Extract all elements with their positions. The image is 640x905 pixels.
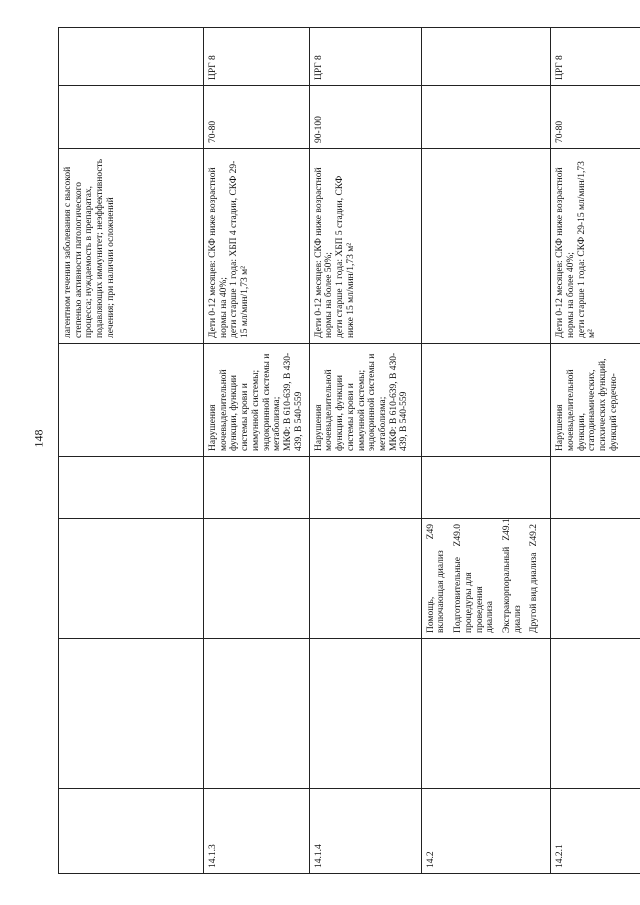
row-number-cell <box>204 789 310 874</box>
empty-cell <box>551 639 640 789</box>
impairment-text: Нарушения мочевыделительной функции, статодинамических, психических функций, функций сердечно- <box>555 358 619 451</box>
criteria-cell <box>59 149 204 344</box>
criteria-cell <box>421 149 551 344</box>
row-number: 14.2 <box>425 851 436 868</box>
empty-cell <box>59 457 204 519</box>
row-number-cell <box>421 789 551 874</box>
reference-value: ЦРГ 8 <box>555 55 566 80</box>
disease-entry <box>529 524 540 633</box>
row-number: 14.1.4 <box>313 844 324 868</box>
disease-code: Z49.1 <box>502 518 513 541</box>
empty-cell <box>309 457 421 519</box>
table-row <box>421 28 551 874</box>
criteria-text: дети старше 1 года: СКФ 29-15 мл/мин/1,73 м² <box>576 161 598 338</box>
criteria-cell <box>204 149 310 344</box>
impairment-cell <box>551 344 640 457</box>
percent-cell <box>204 86 310 149</box>
disease-label: Экстракорпоральный диализ <box>502 546 523 633</box>
table-row <box>309 28 421 874</box>
percent-cell <box>551 86 640 149</box>
disease-codes-cell <box>551 519 640 639</box>
empty-cell <box>421 457 551 519</box>
empty-cell <box>309 639 421 789</box>
criteria-cell <box>551 149 640 344</box>
reference-cell <box>204 28 310 86</box>
disease-entry <box>453 524 496 633</box>
impairment-text: МКФ: B 610-639, B 430-439, B 540-559 <box>283 352 304 451</box>
impairment-text: Нарушения мочевыделительной функции, функции системы крови и иммунной системы; эндокринной системы и метаболизма; <box>313 353 389 451</box>
reference-value: ЦРГ 8 <box>313 55 324 80</box>
row-number: 14.2.1 <box>555 844 566 868</box>
impairment-text: Нарушения мочевыделительной функции, функции системы крови и иммунной системы; эндокринной системы и метаболизма; <box>208 353 283 451</box>
page-number: 148 <box>31 429 46 448</box>
table-row <box>551 28 640 874</box>
criteria-text: Дети 0-12 месяцев: СКФ ниже возрастной нормы на более 40%; <box>555 167 576 338</box>
row-number-cell <box>551 789 640 874</box>
empty-cell <box>551 457 640 519</box>
percent-cell <box>309 86 421 149</box>
criteria-text: лагентном течении заболевания с высокой степенью активности патологического процесса; нуждаемость в препаратах, подавляющих иммунитет; неэффективность лечения; при наличии осложнений <box>63 158 116 338</box>
disease-codes-cell <box>204 519 310 639</box>
disease-label: Другой вид диализа <box>529 552 540 633</box>
disease-code: Z49.0 <box>453 524 464 547</box>
empty-cell <box>204 639 310 789</box>
criteria-text: Дети 0-12 месяцев: СКФ ниже возрастной нормы на 40%; <box>208 167 229 338</box>
disease-codes-cell <box>421 519 551 639</box>
criteria-table <box>58 27 640 874</box>
disease-label: Помощь, включающая диализ <box>425 550 447 633</box>
rotated-page-content <box>58 28 619 874</box>
disease-codes-cell <box>59 519 204 639</box>
percent-value: 70-80 <box>555 120 566 143</box>
impairment-cell <box>59 344 204 457</box>
reference-value: ЦРГ 8 <box>208 55 218 80</box>
reference-cell <box>551 28 640 86</box>
disease-code: Z49.2 <box>529 524 540 547</box>
reference-cell <box>59 28 204 86</box>
impairment-text: МКФ: B 610-639, B 430-439, B 540-559 <box>388 352 410 451</box>
row-number-cell <box>59 789 204 874</box>
row-number: 14.1.3 <box>208 844 218 868</box>
empty-cell <box>59 639 204 789</box>
percent-cell <box>59 86 204 149</box>
disease-codes-cell <box>309 519 421 639</box>
table-row <box>59 28 204 874</box>
row-number-cell <box>309 789 421 874</box>
percent-value: 70-80 <box>208 120 218 143</box>
percent-cell <box>421 86 551 149</box>
impairment-cell <box>204 344 310 457</box>
reference-cell <box>421 28 551 86</box>
criteria-text: дети старше 1 года: ХБП 4 стадии, СКФ 29-15 мл/мин/1,73 м² <box>229 160 251 338</box>
disease-entry <box>502 518 523 633</box>
criteria-text: Дети 0-12 месяцев: СКФ ниже возрастной нормы на более 50%; <box>313 167 335 338</box>
criteria-text: дети старше 1 года: ХБП 5 стадии, СКФ ниже 15 мл/мин/1,73 м² <box>335 175 356 338</box>
disease-entry <box>426 524 447 633</box>
reference-cell <box>309 28 421 86</box>
impairment-cell <box>309 344 421 457</box>
table-row <box>204 28 310 874</box>
criteria-cell <box>309 149 421 344</box>
disease-label: Подготовительные процедуры для проведения диализа <box>453 557 496 633</box>
impairment-cell <box>421 344 551 457</box>
empty-cell <box>421 639 551 789</box>
percent-value: 90-100 <box>313 116 324 143</box>
empty-cell <box>204 457 310 519</box>
disease-code: Z49 <box>425 524 436 540</box>
